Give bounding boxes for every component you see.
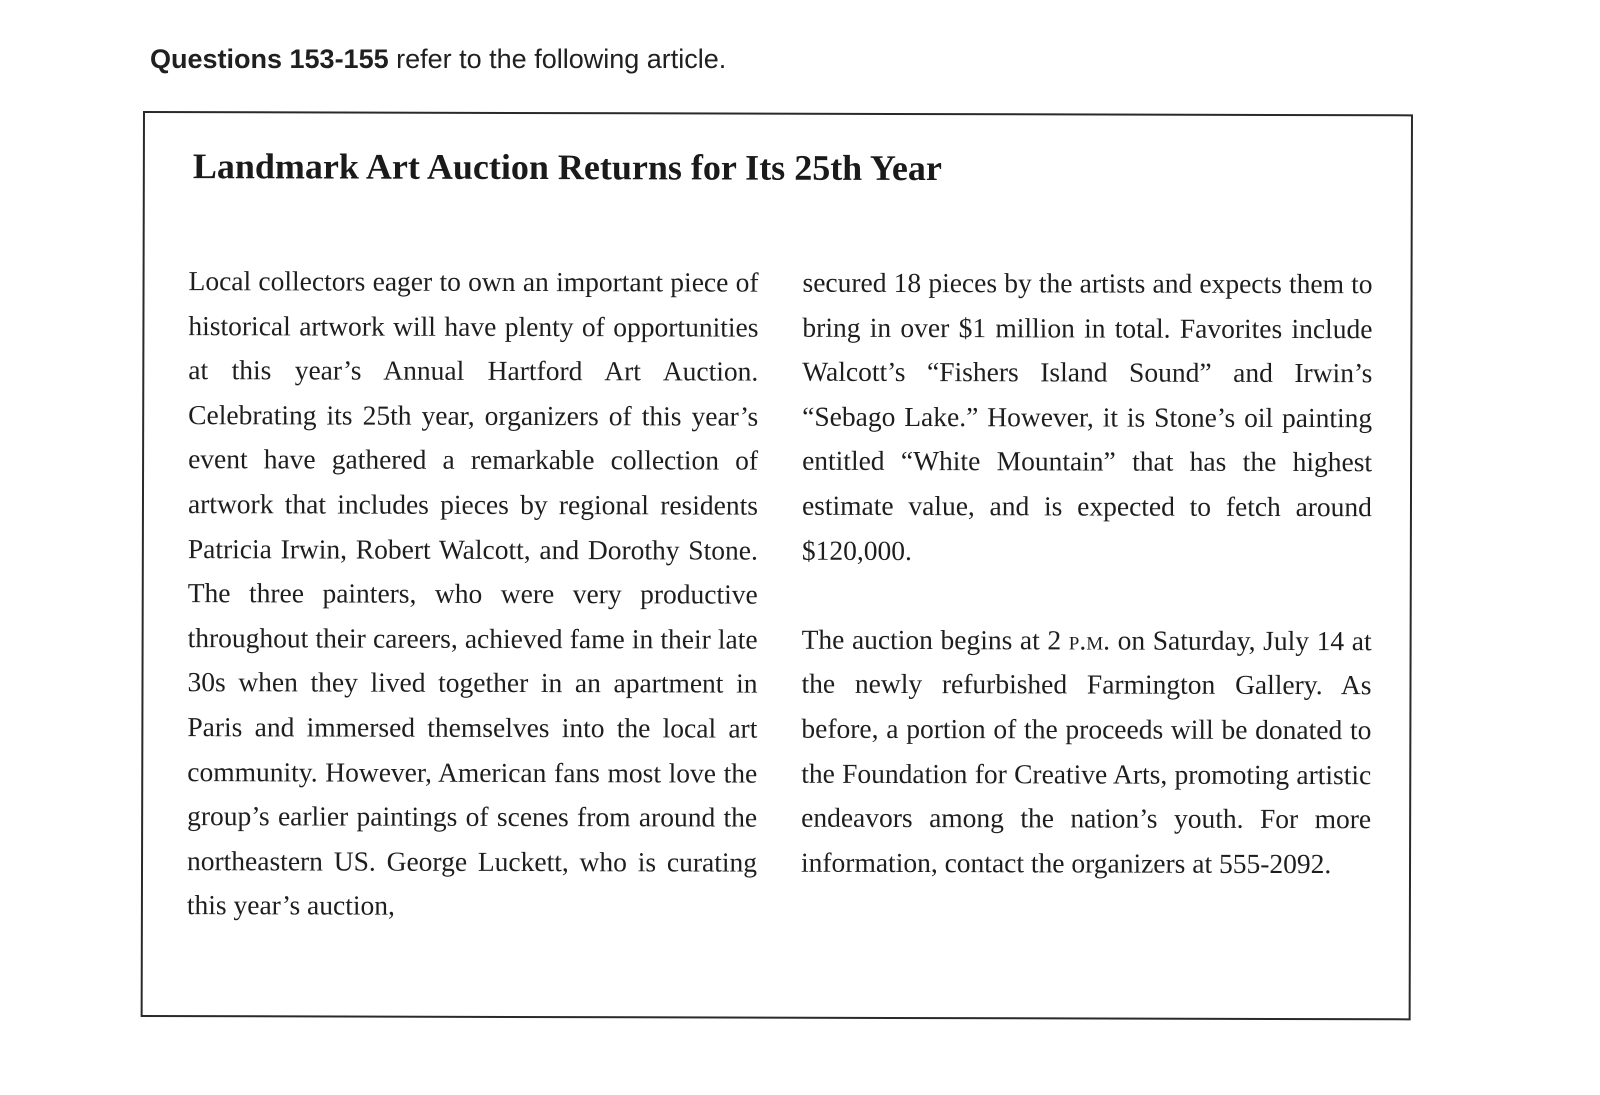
article-paragraph: Local collectors eager to own an important piece of historical artwork will have plenty of opportunities at this year’s Annual Hartford Art Auction. Celebrating its 25th year, organizers of this year’s event have gathered a remarkable collection of artwork that includes pieces by regional residents Patricia Irwin, Robert Walcott, and Dorothy Stone. The three painters, who were very productive throughout their careers, achieved fame in their late 30s when they lived together in an apartment in Paris and immersed themselves into the local art community. However, American fans most love the group’s earlier paintings of scenes from around the northeastern US. George Luckett, who is curating this year’s auction, — [186, 265, 759, 921]
article-paragraph: secured 18 pieces by the artists and expects them to bring in over $1 million in total. Favorites include Walcott’s “Fishers Island Sound” and Irwin’s “Sebago Lake.” However, it is Stone’s oil painting entitled “White Mountain” that has the highest estimate value, and is expected to fetch around $120,000. — [801, 266, 1373, 566]
article-box — [141, 111, 1413, 1020]
article-paragraph — [801, 617, 1372, 886]
paragraph-text: The auction begins at 2 — [801, 623, 1069, 656]
question-instruction — [150, 44, 726, 75]
time-period: p.m. — [1068, 624, 1111, 656]
question-range: Questions 153-155 — [150, 44, 389, 74]
article-column-left — [187, 259, 759, 929]
instruction-text: refer to the following article. — [388, 44, 727, 74]
article-title: Landmark Art Auction Returns for Its 25th Year — [192, 146, 942, 189]
paragraph-text: on Saturday, July 14 at the newly refurbished Farmington Gallery. As before, a portion of the proceeds will be donated to the Foundation for Creative Arts, promoting artistic endeavors among the nation’s youth. For more information, contact the organizers at 555-2092. — [800, 624, 1372, 879]
article-column-right — [801, 261, 1373, 887]
